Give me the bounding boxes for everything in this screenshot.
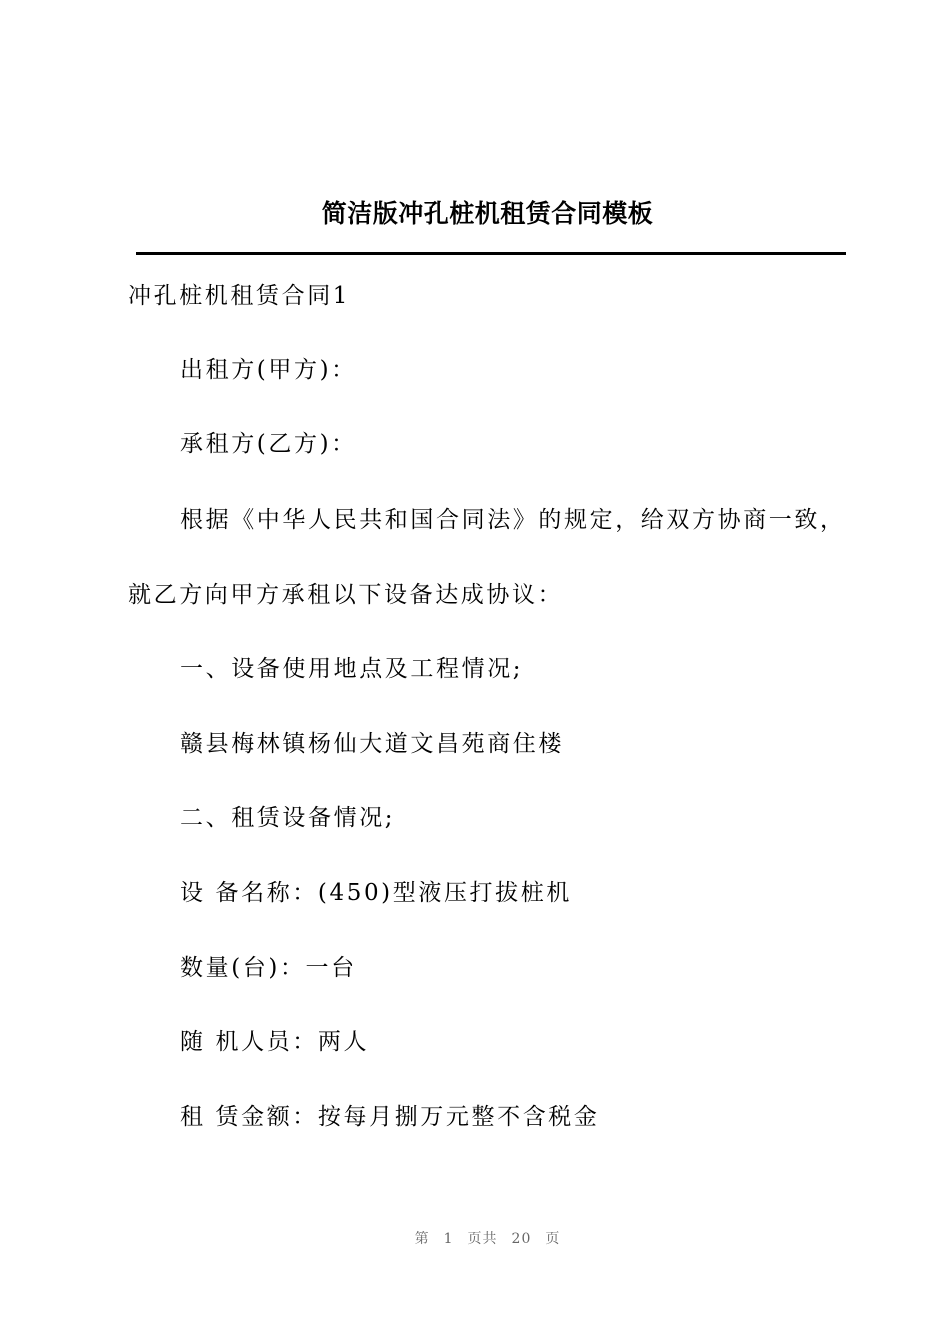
- rental-amount: 租 赁金额：按每月捌万元整不含税金: [180, 1104, 600, 1130]
- document-title: 简洁版冲孔桩机租赁合同模板: [321, 199, 654, 228]
- site-location: 赣县梅林镇杨仙大道文昌苑商住楼: [180, 731, 564, 757]
- preamble-line-1: 根据《中华人民共和国合同法》的规定，给双方协商一致，: [180, 507, 846, 533]
- preamble-line-2: 就乙方向甲方承租以下设备达成协议：: [128, 582, 564, 608]
- title-divider: [136, 252, 846, 255]
- lessee-field: 承租方(乙方)：: [180, 431, 357, 457]
- page-number: 1: [443, 1231, 454, 1247]
- lessor-field: 出租方(甲方)：: [180, 357, 357, 383]
- page-label-mid: 页共: [467, 1231, 498, 1247]
- page-label-suffix: 页: [545, 1231, 561, 1247]
- section-1-heading: 一、设备使用地点及工程情况;: [180, 656, 524, 682]
- section-2-heading: 二、租赁设备情况;: [180, 805, 396, 831]
- page-label-prefix: 第: [414, 1231, 430, 1247]
- total-pages: 20: [511, 1231, 532, 1247]
- operators-count: 随 机人员：两人: [180, 1029, 370, 1055]
- contract-heading: 冲孔桩机租赁合同1: [128, 283, 351, 309]
- equipment-name: 设 备名称：(450)型液压打拔桩机: [180, 880, 572, 906]
- page-footer: [0, 1229, 950, 1249]
- equipment-quantity: 数量(台)：一台: [180, 955, 357, 981]
